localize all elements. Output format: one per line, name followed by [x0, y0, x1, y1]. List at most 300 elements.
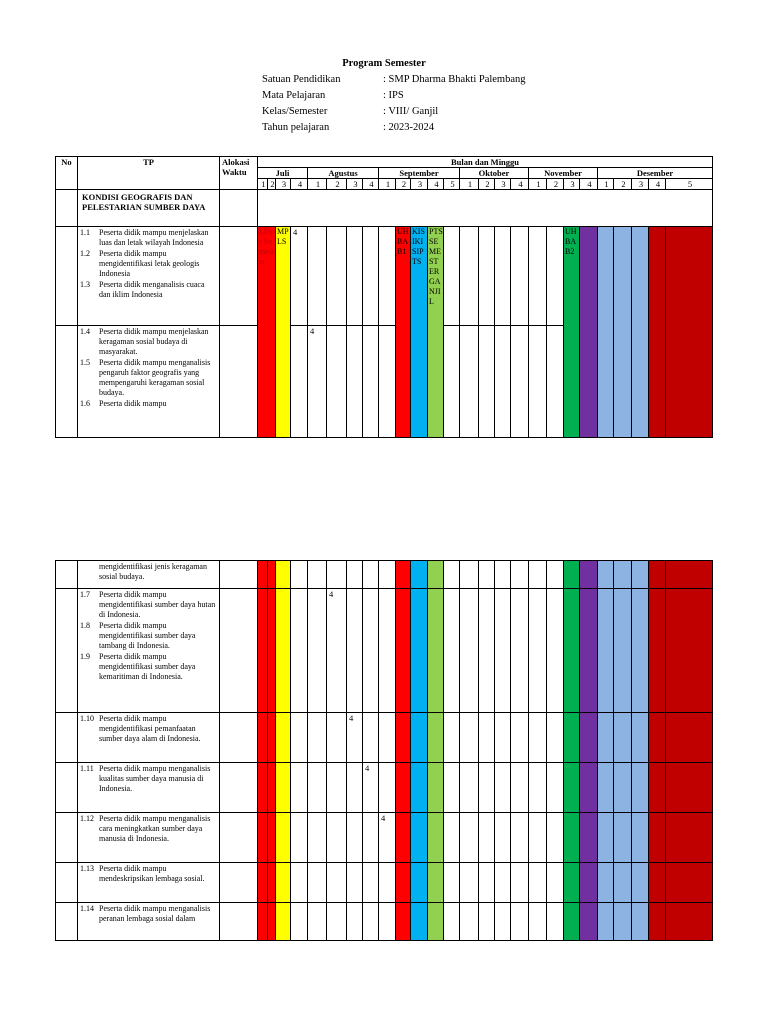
tp-text: Peserta didik mampu menganalisis cara meningkatkan sumber daya manusia di Indonesia.	[99, 814, 211, 843]
week-cell	[666, 713, 713, 763]
darkred-cell	[666, 227, 713, 438]
tp-item	[80, 590, 218, 620]
week-cell	[511, 227, 529, 326]
week-cell	[444, 561, 460, 589]
tp-cell	[78, 227, 220, 326]
uh-bab2-label: UHBAB2	[564, 227, 580, 438]
week-cell	[495, 903, 511, 941]
week-cell	[547, 813, 564, 863]
week-cell	[547, 326, 564, 438]
week-number: 3	[632, 179, 649, 190]
week-cell	[511, 589, 529, 713]
week-cell	[363, 863, 379, 903]
week-number: 1	[379, 179, 396, 190]
week-cell	[632, 903, 649, 941]
tp-number: 1.10	[80, 714, 94, 723]
week-cell	[598, 589, 614, 713]
week-cell	[495, 561, 511, 589]
week-number: 1	[308, 179, 327, 190]
week-cell	[276, 561, 291, 589]
week-cell	[614, 813, 632, 863]
tp-number: 1.2	[80, 249, 90, 258]
week-cell	[428, 903, 444, 941]
month-header: Oktober	[460, 168, 529, 179]
tp-item	[80, 764, 218, 794]
week-cell	[511, 326, 529, 438]
week-cell	[379, 863, 396, 903]
tp-item	[80, 280, 218, 300]
week-cell	[649, 561, 666, 589]
tp-cell	[78, 561, 220, 589]
week-cell	[479, 561, 495, 589]
week-cell	[479, 326, 495, 438]
week-cell	[547, 561, 564, 589]
week-cell	[363, 227, 379, 326]
week-cell	[347, 227, 363, 326]
program-table-page2	[55, 560, 713, 941]
week-cell	[547, 227, 564, 326]
week-cell	[347, 813, 363, 863]
week-cell	[564, 813, 580, 863]
week-cell	[632, 813, 649, 863]
week-cell	[268, 589, 276, 713]
info-value: : SMP Dharma Bhakti Palembang	[383, 74, 526, 85]
week-cell	[396, 561, 411, 589]
week-cell	[268, 713, 276, 763]
week-number: 2	[327, 179, 347, 190]
uh-bab1-label: UHBAB1	[396, 227, 411, 438]
week-cell	[564, 561, 580, 589]
week-cell	[276, 903, 291, 941]
week-cell	[411, 713, 428, 763]
week-cell	[564, 763, 580, 813]
week-cell	[347, 903, 363, 941]
week-cell	[268, 561, 276, 589]
week-cell	[327, 763, 347, 813]
week-cell	[564, 903, 580, 941]
week-cell	[444, 589, 460, 713]
week-cell	[580, 813, 598, 863]
week-cell	[276, 763, 291, 813]
week-cell	[511, 713, 529, 763]
week-cell	[347, 589, 363, 713]
week-cell	[529, 713, 547, 763]
week-cell	[428, 863, 444, 903]
tp-text: Peserta didik mampu mengidentifikasi sumber daya kemaritiman di Indonesia.	[99, 652, 196, 681]
week-cell	[327, 326, 347, 438]
week-cell	[529, 227, 547, 326]
tp-item	[80, 562, 218, 582]
week-number: 3	[411, 179, 428, 190]
week-cell	[479, 589, 495, 713]
allocation-mark: 4	[363, 763, 379, 813]
tp-text: Peserta didik mampu menganalisis kualitas sumber daya manusia di Indonesia.	[99, 764, 211, 793]
tp-item	[80, 621, 218, 651]
week-cell	[363, 326, 379, 438]
tp-text: Peserta didik mampu mengidentifikasi letak geologis Indonesia	[99, 249, 200, 278]
week-cell	[632, 863, 649, 903]
tp-number: 1.12	[80, 814, 94, 823]
week-cell	[308, 589, 327, 713]
week-cell	[428, 589, 444, 713]
week-cell	[666, 561, 713, 589]
tp-text: Peserta didik mampu menganalisis peranan lembaga sosial dalam	[99, 904, 211, 923]
tp-cell	[78, 863, 220, 903]
info-value: : 2023-2024	[383, 122, 435, 133]
week-cell	[276, 713, 291, 763]
page-title: Program Semester	[342, 58, 426, 69]
program-table-page1	[55, 156, 713, 438]
tp-number: 1.9	[80, 652, 90, 661]
tp-item	[80, 652, 218, 682]
alokasi-cell	[220, 326, 258, 438]
week-cell	[529, 561, 547, 589]
week-cell	[511, 863, 529, 903]
mpls-label: MPLS	[276, 227, 291, 438]
info-label: Kelas/Semester	[262, 106, 328, 117]
week-cell	[347, 561, 363, 589]
tp-item	[80, 358, 218, 398]
alokasi-cell	[220, 813, 258, 863]
allocation-mark: 4	[347, 713, 363, 763]
week-cell	[308, 903, 327, 941]
tp-number: 1.4	[80, 327, 90, 336]
week-cell	[529, 813, 547, 863]
topic-title: KONDISI GEOGRAFIS DAN PELESTARIAN SUMBER DAYA	[78, 190, 220, 227]
week-cell	[460, 326, 479, 438]
week-cell	[495, 227, 511, 326]
alokasi-cell	[220, 227, 258, 326]
week-cell	[327, 813, 347, 863]
alokasi-cell	[220, 863, 258, 903]
week-number: 2	[396, 179, 411, 190]
week-cell	[598, 561, 614, 589]
tp-number	[80, 562, 99, 582]
week-cell	[666, 813, 713, 863]
tp-number: 1.6	[80, 399, 90, 408]
document-info	[262, 72, 526, 136]
tp-text: Peserta didik menganalisis cuaca dan iklim Indonesia	[99, 280, 205, 299]
week-cell	[396, 863, 411, 903]
week-cell	[649, 763, 666, 813]
month-header: Juli	[258, 168, 308, 179]
week-cell	[649, 863, 666, 903]
week-cell	[411, 763, 428, 813]
week-cell	[363, 713, 379, 763]
week-cell	[649, 713, 666, 763]
week-cell	[495, 813, 511, 863]
tp-item	[80, 399, 218, 409]
week-cell	[308, 561, 327, 589]
lightblue-cell	[614, 227, 632, 438]
info-label: Satuan Pendidikan	[262, 74, 341, 85]
week-cell	[495, 863, 511, 903]
week-cell	[564, 713, 580, 763]
week-number: 2	[614, 179, 632, 190]
week-cell	[580, 589, 598, 713]
week-cell	[444, 713, 460, 763]
tp-item	[80, 814, 218, 844]
week-number: 4	[511, 179, 529, 190]
week-cell	[495, 763, 511, 813]
tp-text: mengidentifikasi jenis keragaman sosial budaya.	[99, 562, 207, 581]
week-cell	[666, 903, 713, 941]
week-cell	[363, 589, 379, 713]
week-cell	[308, 863, 327, 903]
week-cell	[564, 589, 580, 713]
week-cell	[428, 763, 444, 813]
week-cell	[547, 863, 564, 903]
tp-cell	[78, 903, 220, 941]
tp-text: Peserta didik mampu menjelaskan luas dan letak wilayah Indonesia	[99, 228, 209, 247]
allocation-mark: 4	[308, 326, 327, 438]
tp-number: 1.8	[80, 621, 90, 630]
week-cell	[649, 589, 666, 713]
week-cell	[268, 903, 276, 941]
week-cell	[479, 763, 495, 813]
week-cell	[460, 903, 479, 941]
week-cell	[396, 903, 411, 941]
week-cell	[327, 713, 347, 763]
lightblue-cell	[632, 227, 649, 438]
week-cell	[649, 813, 666, 863]
week-cell	[460, 227, 479, 326]
week-cell	[444, 813, 460, 863]
week-cell	[411, 863, 428, 903]
week-cell	[580, 763, 598, 813]
week-cell	[444, 227, 460, 326]
week-cell	[308, 763, 327, 813]
week-cell	[479, 813, 495, 863]
week-number: 3	[276, 179, 291, 190]
week-cell	[444, 326, 460, 438]
week-cell	[649, 903, 666, 941]
week-cell	[268, 763, 276, 813]
tp-cell	[78, 713, 220, 763]
week-cell	[598, 813, 614, 863]
week-number: 1	[598, 179, 614, 190]
tp-text: Peserta didik mampu mengidentifikasi sumber daya tambang di Indonesia.	[99, 621, 196, 650]
week-cell	[291, 863, 308, 903]
month-header: Desember	[598, 168, 713, 179]
week-cell	[632, 561, 649, 589]
darkred-cell	[649, 227, 666, 438]
week-cell	[666, 763, 713, 813]
col-no-header: No	[56, 157, 78, 190]
week-cell	[347, 863, 363, 903]
week-cell	[308, 713, 327, 763]
week-cell	[479, 863, 495, 903]
info-label: Tahun pelajaran	[262, 122, 330, 133]
alokasi-cell	[220, 713, 258, 763]
week-cell	[291, 326, 308, 438]
week-number: 1	[258, 179, 268, 190]
week-cell	[308, 227, 327, 326]
week-cell	[460, 713, 479, 763]
week-number: 2	[479, 179, 495, 190]
week-number: 3	[495, 179, 511, 190]
week-cell	[580, 903, 598, 941]
week-cell	[547, 713, 564, 763]
week-cell	[632, 763, 649, 813]
week-cell	[411, 813, 428, 863]
week-cell	[529, 326, 547, 438]
tp-number: 1.13	[80, 864, 94, 873]
week-cell	[479, 903, 495, 941]
tp-text: Peserta didik mampu menganalisis pengaruh faktor geografis yang mempengaruhi keragaman sosial budaya.	[99, 358, 211, 397]
week-cell	[598, 863, 614, 903]
week-number: 4	[649, 179, 666, 190]
week-cell	[268, 813, 276, 863]
col-tp-header: TP	[78, 157, 220, 190]
tp-number: 1.1	[80, 228, 90, 237]
week-cell	[614, 863, 632, 903]
week-cell	[379, 713, 396, 763]
alokasi-cell	[220, 589, 258, 713]
week-cell	[396, 763, 411, 813]
allocation-mark: 4	[291, 227, 308, 326]
week-cell	[564, 863, 580, 903]
week-cell	[258, 813, 268, 863]
week-cell	[379, 227, 396, 326]
week-cell	[258, 589, 268, 713]
week-cell	[258, 763, 268, 813]
alokasi-cell	[220, 763, 258, 813]
col-bulan-header: Bulan dan Minggu	[258, 157, 713, 168]
week-cell	[379, 763, 396, 813]
week-cell	[276, 863, 291, 903]
week-cell	[363, 903, 379, 941]
week-cell	[479, 713, 495, 763]
week-cell	[327, 863, 347, 903]
week-cell	[428, 713, 444, 763]
tp-text: Peserta didik mampu mengidentifikasi pemanfaatan sumber daya alam di Indonesia.	[99, 714, 201, 743]
week-cell	[396, 713, 411, 763]
week-cell	[632, 713, 649, 763]
week-number: 2	[268, 179, 276, 190]
week-number: 4	[291, 179, 308, 190]
tp-number: 1.11	[80, 764, 94, 773]
info-label: Mata Pelajaran	[262, 90, 326, 101]
week-cell	[347, 326, 363, 438]
week-cell	[327, 903, 347, 941]
week-cell	[598, 763, 614, 813]
info-value: : IPS	[383, 90, 404, 101]
month-header: September	[379, 168, 460, 179]
tp-cell	[78, 763, 220, 813]
week-cell	[511, 561, 529, 589]
kisi-kisi-pts-label: KISIKISIPTS	[411, 227, 428, 438]
week-cell	[529, 589, 547, 713]
tp-text: Peserta didik mampu menjelaskan keragaman sosial budaya di masyarakat.	[99, 327, 209, 356]
week-cell	[444, 903, 460, 941]
week-number: 4	[363, 179, 379, 190]
tp-item	[80, 864, 218, 884]
week-cell	[495, 713, 511, 763]
week-cell	[327, 561, 347, 589]
week-cell	[479, 227, 495, 326]
week-number: 5	[444, 179, 460, 190]
week-cell	[428, 561, 444, 589]
tp-cell	[78, 326, 220, 438]
week-cell	[547, 589, 564, 713]
week-cell	[411, 561, 428, 589]
week-number: 5	[666, 179, 713, 190]
week-cell	[529, 763, 547, 813]
week-cell	[276, 589, 291, 713]
tp-number: 1.14	[80, 904, 94, 913]
week-cell	[268, 863, 276, 903]
week-cell	[547, 763, 564, 813]
week-number: 3	[347, 179, 363, 190]
tp-item	[80, 714, 218, 744]
week-cell	[428, 813, 444, 863]
week-number: 4	[580, 179, 598, 190]
tp-item	[80, 249, 218, 279]
month-header: November	[529, 168, 598, 179]
week-number: 3	[564, 179, 580, 190]
week-cell	[379, 903, 396, 941]
tp-number: 1.7	[80, 590, 90, 599]
week-cell	[666, 863, 713, 903]
tp-number: 1.3	[80, 280, 90, 289]
week-number: 1	[460, 179, 479, 190]
week-cell	[396, 813, 411, 863]
week-cell	[411, 903, 428, 941]
purple-cell	[580, 227, 598, 438]
week-cell	[308, 813, 327, 863]
week-cell	[580, 561, 598, 589]
week-cell	[291, 561, 308, 589]
tp-text: Peserta didik mampu mendeskripsikan lembaga sosial.	[99, 864, 205, 883]
alokasi-cell	[220, 561, 258, 589]
week-cell	[460, 561, 479, 589]
week-cell	[444, 763, 460, 813]
week-cell	[347, 763, 363, 813]
tp-item	[80, 904, 218, 924]
week-cell	[495, 326, 511, 438]
week-cell	[529, 863, 547, 903]
lightblue-cell	[598, 227, 614, 438]
libur-semester-label: Libur Semester	[258, 227, 276, 438]
week-cell	[614, 561, 632, 589]
week-cell	[276, 813, 291, 863]
week-cell	[511, 813, 529, 863]
info-value: : VIII/ Ganjil	[383, 106, 439, 117]
week-cell	[598, 903, 614, 941]
week-cell	[258, 903, 268, 941]
tp-item	[80, 228, 218, 248]
tp-text: Peserta didik mampu	[99, 399, 167, 408]
allocation-mark: 4	[327, 589, 347, 713]
week-cell	[291, 763, 308, 813]
week-cell	[327, 227, 347, 326]
tp-text: Peserta didik mampu mengidentifikasi sumber daya hutan di Indonesia.	[99, 590, 216, 619]
week-cell	[258, 561, 268, 589]
week-cell	[580, 863, 598, 903]
week-cell	[666, 589, 713, 713]
col-alokasi-header: Alokasi Waktu	[220, 157, 258, 190]
week-cell	[411, 589, 428, 713]
week-cell	[511, 763, 529, 813]
week-cell	[291, 713, 308, 763]
week-cell	[460, 863, 479, 903]
tp-item	[80, 327, 218, 357]
week-cell	[632, 589, 649, 713]
week-cell	[379, 326, 396, 438]
week-cell	[614, 713, 632, 763]
week-cell	[460, 589, 479, 713]
